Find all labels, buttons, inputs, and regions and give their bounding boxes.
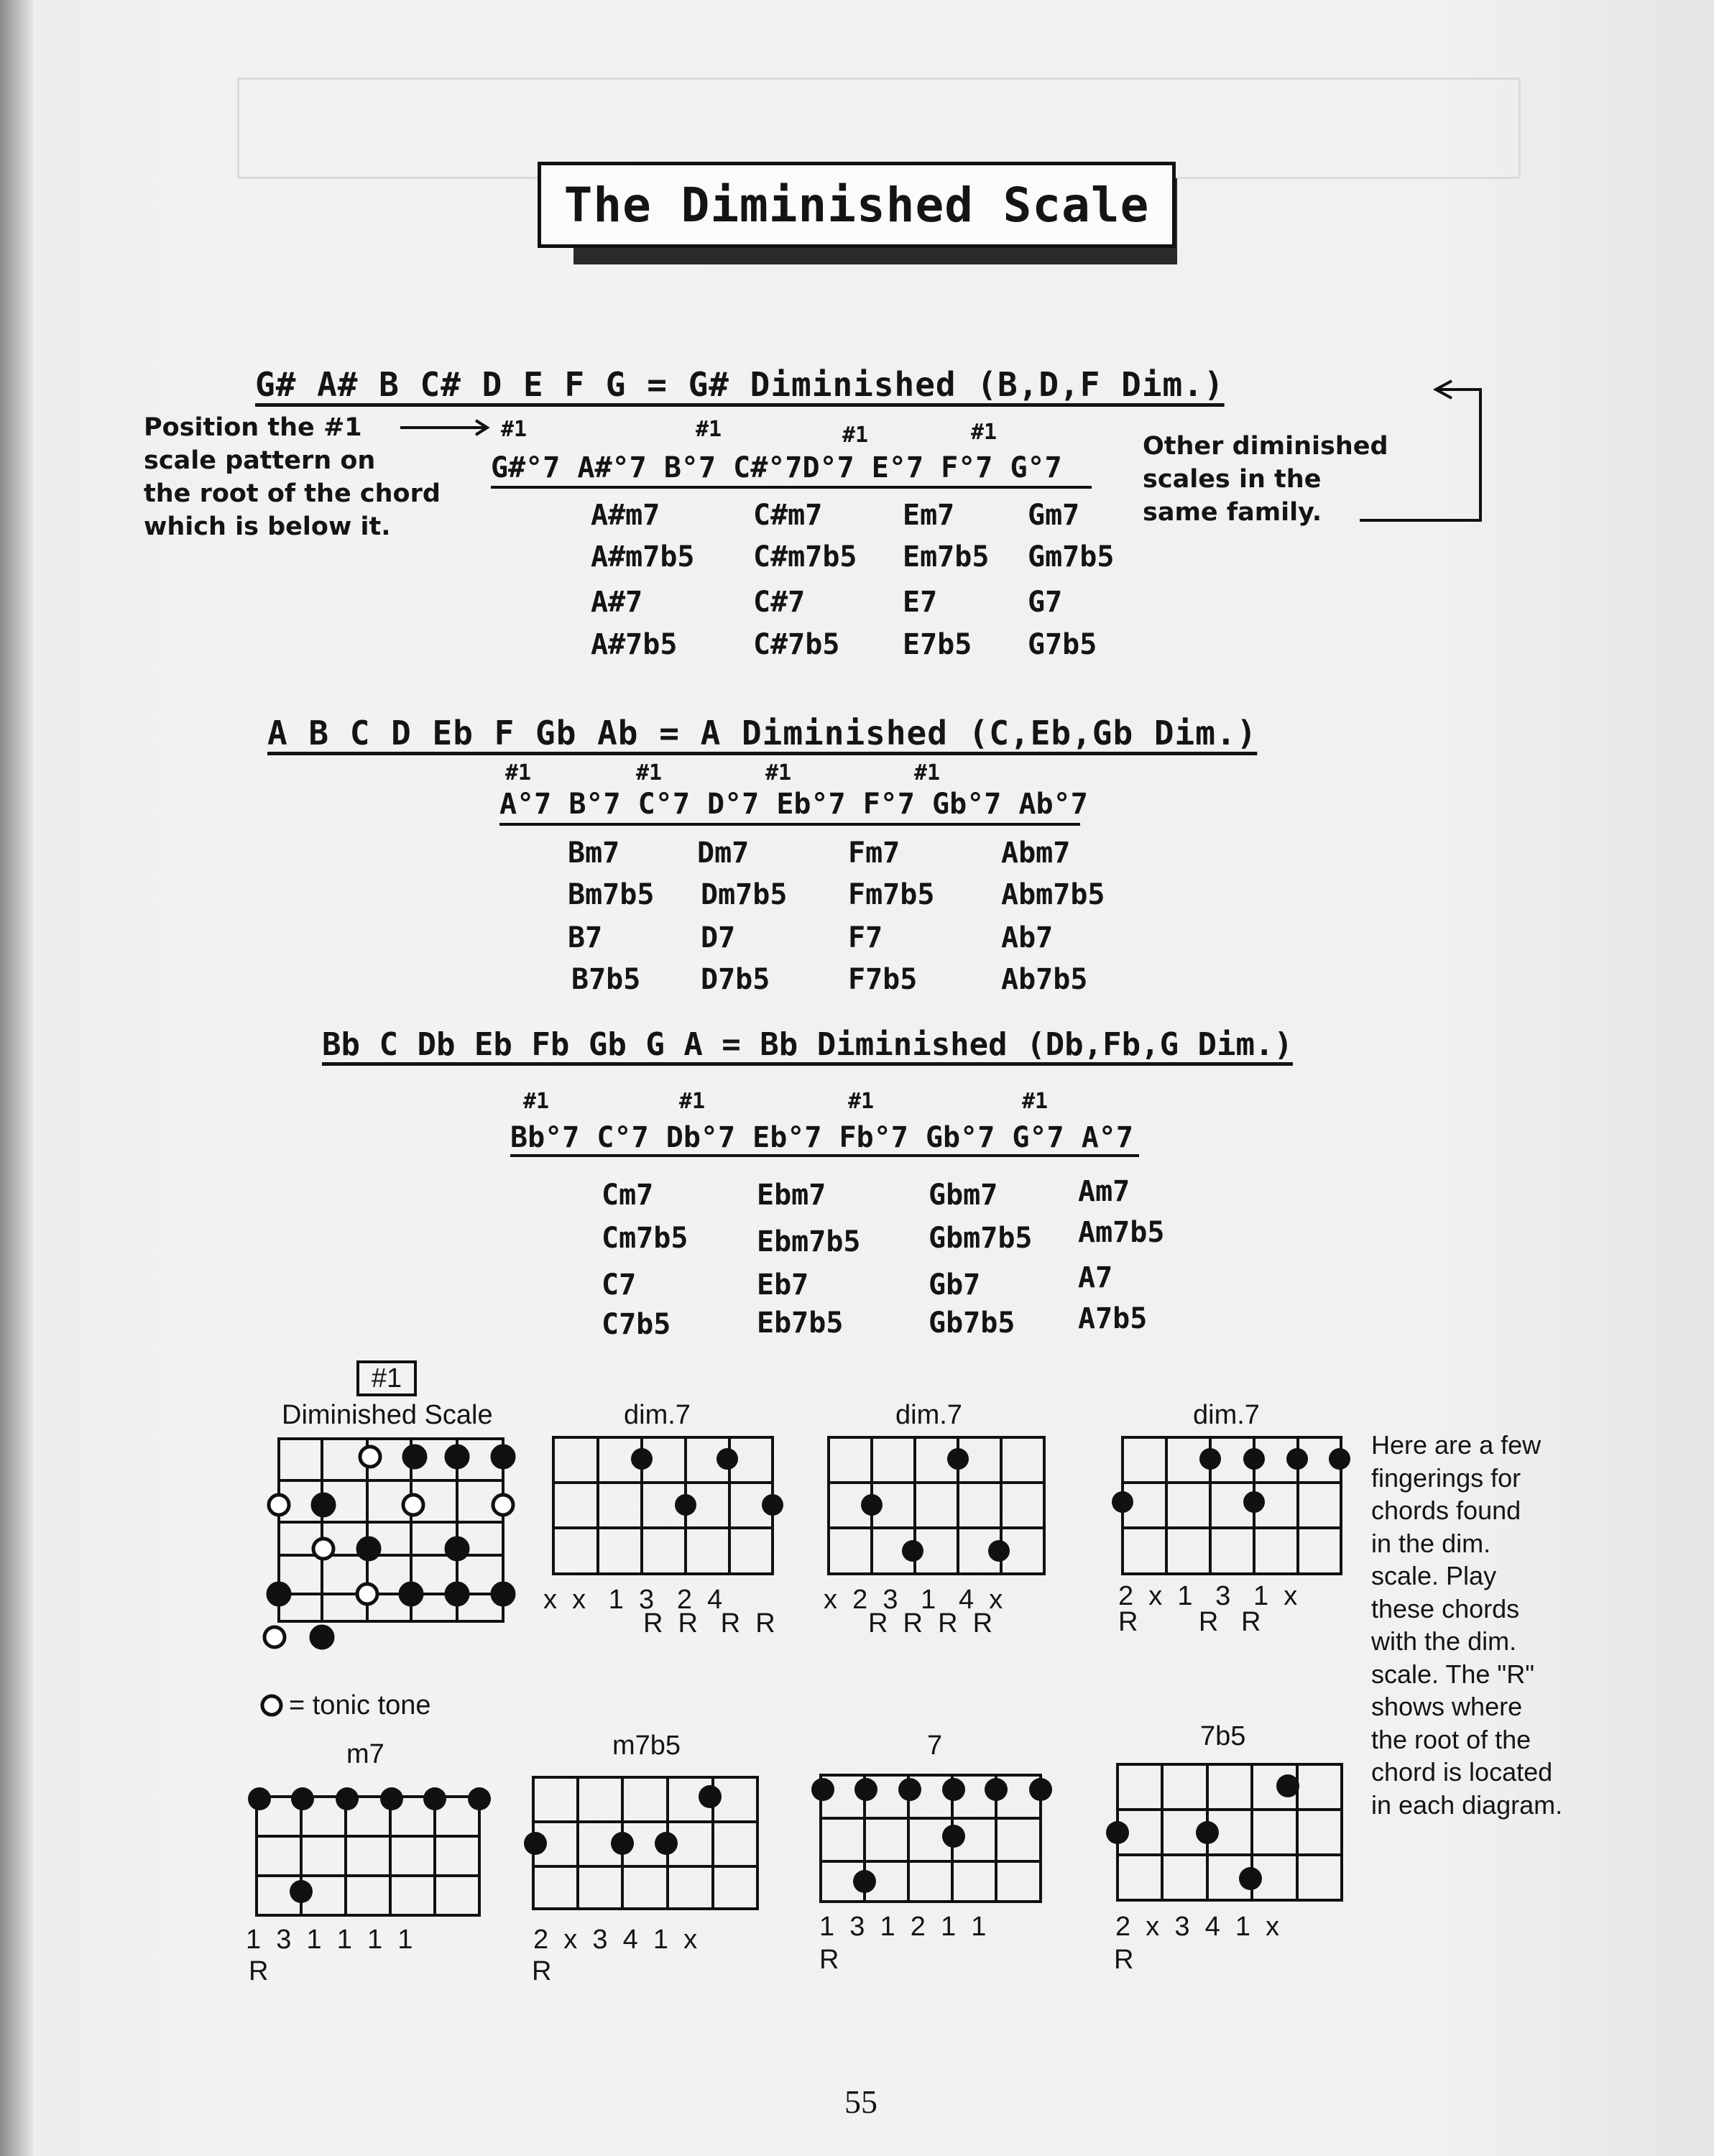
diagram-label: Diminished Scale (282, 1400, 493, 1430)
finger-numbers: x 2 3 1 4 x (824, 1585, 1003, 1615)
tonic-legend-text: = tonic tone (289, 1690, 431, 1720)
diagram-label: 7b5 (1200, 1721, 1246, 1751)
chord-dots (248, 1787, 491, 1903)
chord-name: F7b5 (848, 963, 918, 996)
root-markers: R R R R (868, 1608, 993, 1639)
chord-name: C#7b5 (753, 628, 840, 661)
chord-name: C#m7b5 (753, 540, 857, 573)
root-marker: #1 (636, 760, 663, 786)
chord-dots (811, 1778, 1052, 1893)
arrow-to-marker-icon (400, 420, 487, 435)
dim7-chord-diagram (553, 1437, 773, 1574)
root-markers: R R R (1118, 1607, 1261, 1637)
root-markers: R (819, 1945, 839, 1975)
chord-name: B7b5 (571, 963, 641, 996)
chord-name: Fm7b5 (848, 878, 935, 911)
chord-name: A#7 (591, 586, 643, 619)
scale-dots (264, 1446, 514, 1648)
chord-name: Abm7b5 (1001, 878, 1105, 911)
chord-name: A7 (1078, 1261, 1113, 1294)
chord-name: C#7 (753, 586, 806, 619)
root-marker: #1 (679, 1089, 706, 1114)
dim7-chord-diagram (829, 1437, 1044, 1574)
diagram-label: m7b5 (612, 1731, 681, 1761)
chord-name: Am7 (1078, 1175, 1130, 1208)
root-markers: R R R R (643, 1608, 775, 1639)
finger-numbers: 1 3 1 2 1 1 (819, 1912, 987, 1942)
scale-heading: A B C D Eb F Gb Ab = A Diminished (C,Eb,Gb Dim.) (267, 714, 1258, 752)
root-marker: #1 (971, 420, 997, 445)
chord-name: Em7b5 (903, 540, 990, 573)
chord-name: Em7 (903, 499, 955, 532)
chord-name: Gb7b5 (929, 1307, 1015, 1340)
chord-name: Ab7 (1001, 921, 1054, 954)
scale-heading: Bb C Db Eb Fb Gb G A = Bb Diminished (Db,Fb,G Dim.) (322, 1026, 1294, 1063)
dim7-chord-list: A°7 B°7 C°7 D°7 Eb°7 F°7 Gb°7 Ab°7 (499, 788, 1088, 821)
chord-name: F7 (848, 921, 883, 954)
tonic-legend-icon (262, 1696, 281, 1715)
page-title: The Diminished Scale (563, 177, 1150, 233)
root-marker: #1 (696, 417, 722, 442)
chord-name: G7b5 (1028, 628, 1097, 661)
page-number: 55 (844, 2083, 877, 2120)
chord-name: C7b5 (602, 1308, 671, 1341)
chord-name: A7b5 (1078, 1302, 1148, 1335)
chord-name: Ebm7b5 (757, 1225, 861, 1258)
finger-numbers: 2 x 3 4 1 x (1115, 1912, 1280, 1942)
chord-name: Gm7 (1028, 499, 1080, 532)
root-marker: #1 (505, 760, 532, 786)
diagram-label: dim.7 (895, 1400, 962, 1430)
chord-name: Bm7 (568, 837, 620, 870)
chord-name: Gb7 (929, 1268, 981, 1302)
diagram-label: dim.7 (1193, 1400, 1260, 1430)
chord-name: D7b5 (701, 963, 770, 996)
root-marker: #1 (501, 417, 527, 442)
root-marker: #1 (842, 423, 869, 448)
position-box: #1 (356, 1360, 417, 1396)
finger-numbers: 2 x 1 3 1 x (1118, 1581, 1298, 1611)
chord-name: Gm7b5 (1028, 540, 1115, 573)
chord-dots (861, 1448, 1010, 1562)
left-note: Position the #1 scale pattern on the root of the chord which is below it. (144, 413, 441, 541)
root-markers: R (1114, 1945, 1134, 1975)
arrow-bracket-icon (1360, 381, 1480, 520)
dim7-chord-list: Bb°7 C°7 Db°7 Eb°7 Fb°7 Gb°7 G°7 A°7 (510, 1121, 1133, 1154)
chord-name: Gbm7b5 (929, 1222, 1033, 1255)
chord-name: E7b5 (903, 628, 972, 661)
root-marker: #1 (523, 1089, 550, 1114)
chord-name: B7 (568, 921, 603, 954)
diagram-label: dim.7 (624, 1400, 691, 1430)
chord-dots (1106, 1774, 1299, 1890)
chord-name: Ab7b5 (1001, 963, 1088, 996)
chord-name: A#7b5 (591, 628, 678, 661)
chord-name: C7 (602, 1268, 637, 1302)
chord-name: A#m7 (591, 499, 660, 532)
chord-name: Dm7b5 (701, 878, 788, 911)
diagram-label: m7 (346, 1739, 384, 1769)
side-note: Here are a few fingerings for chords found in the dim. scale. Play these chords with the dim. scale. The "R" shows where the root of the chord is located in each diagram. (1371, 1430, 1563, 1820)
root-marker: #1 (1022, 1089, 1049, 1114)
chord-name: Abm7 (1001, 837, 1071, 870)
dim7-chord-diagram (1123, 1437, 1341, 1574)
chord-name: Bm7b5 (568, 878, 655, 911)
finger-numbers: 1 3 1 1 1 1 (246, 1925, 413, 1955)
scale-heading: G# A# B C# D E F G = G# Diminished (B,D,F Dim.) (255, 365, 1225, 404)
chord-name: Fm7 (848, 837, 900, 870)
chord-name: D7 (701, 921, 736, 954)
root-marker: #1 (914, 760, 941, 786)
chord-name: Cm7b5 (602, 1222, 688, 1255)
chord-name: Eb7b5 (757, 1307, 844, 1340)
chord-name: C#m7 (753, 499, 823, 532)
finger-numbers: 2 x 3 4 1 x (533, 1925, 698, 1955)
chord-dots (1112, 1448, 1350, 1513)
chord-name: A#m7b5 (591, 540, 695, 573)
chord-name: Eb7 (757, 1268, 809, 1302)
chord-name: E7 (903, 586, 938, 619)
chord-name: Am7b5 (1078, 1216, 1165, 1249)
chord-name: Gbm7 (929, 1179, 998, 1212)
chord-name: Cm7 (602, 1179, 654, 1212)
m7-chord-diagram (257, 1797, 479, 1915)
root-marker: #1 (765, 760, 792, 786)
root-markers: R (532, 1956, 552, 1986)
chord-name: Ebm7 (757, 1179, 826, 1212)
sevenb5-chord-diagram (1118, 1764, 1342, 1900)
right-note: Other diminished scales in the same family. (1143, 432, 1388, 527)
finger-numbers: x x 1 3 2 4 (543, 1585, 723, 1615)
root-marker: #1 (848, 1089, 875, 1114)
m7b5-chord-diagram (533, 1777, 757, 1909)
chord-name: Dm7 (697, 837, 750, 870)
root-markers: R (249, 1956, 269, 1986)
chord-name: G7 (1028, 586, 1063, 619)
dim7-chord-list: G#°7 A#°7 B°7 C#°7D°7 E°7 F°7 G°7 (491, 451, 1062, 484)
diagram-label: 7 (927, 1731, 943, 1761)
